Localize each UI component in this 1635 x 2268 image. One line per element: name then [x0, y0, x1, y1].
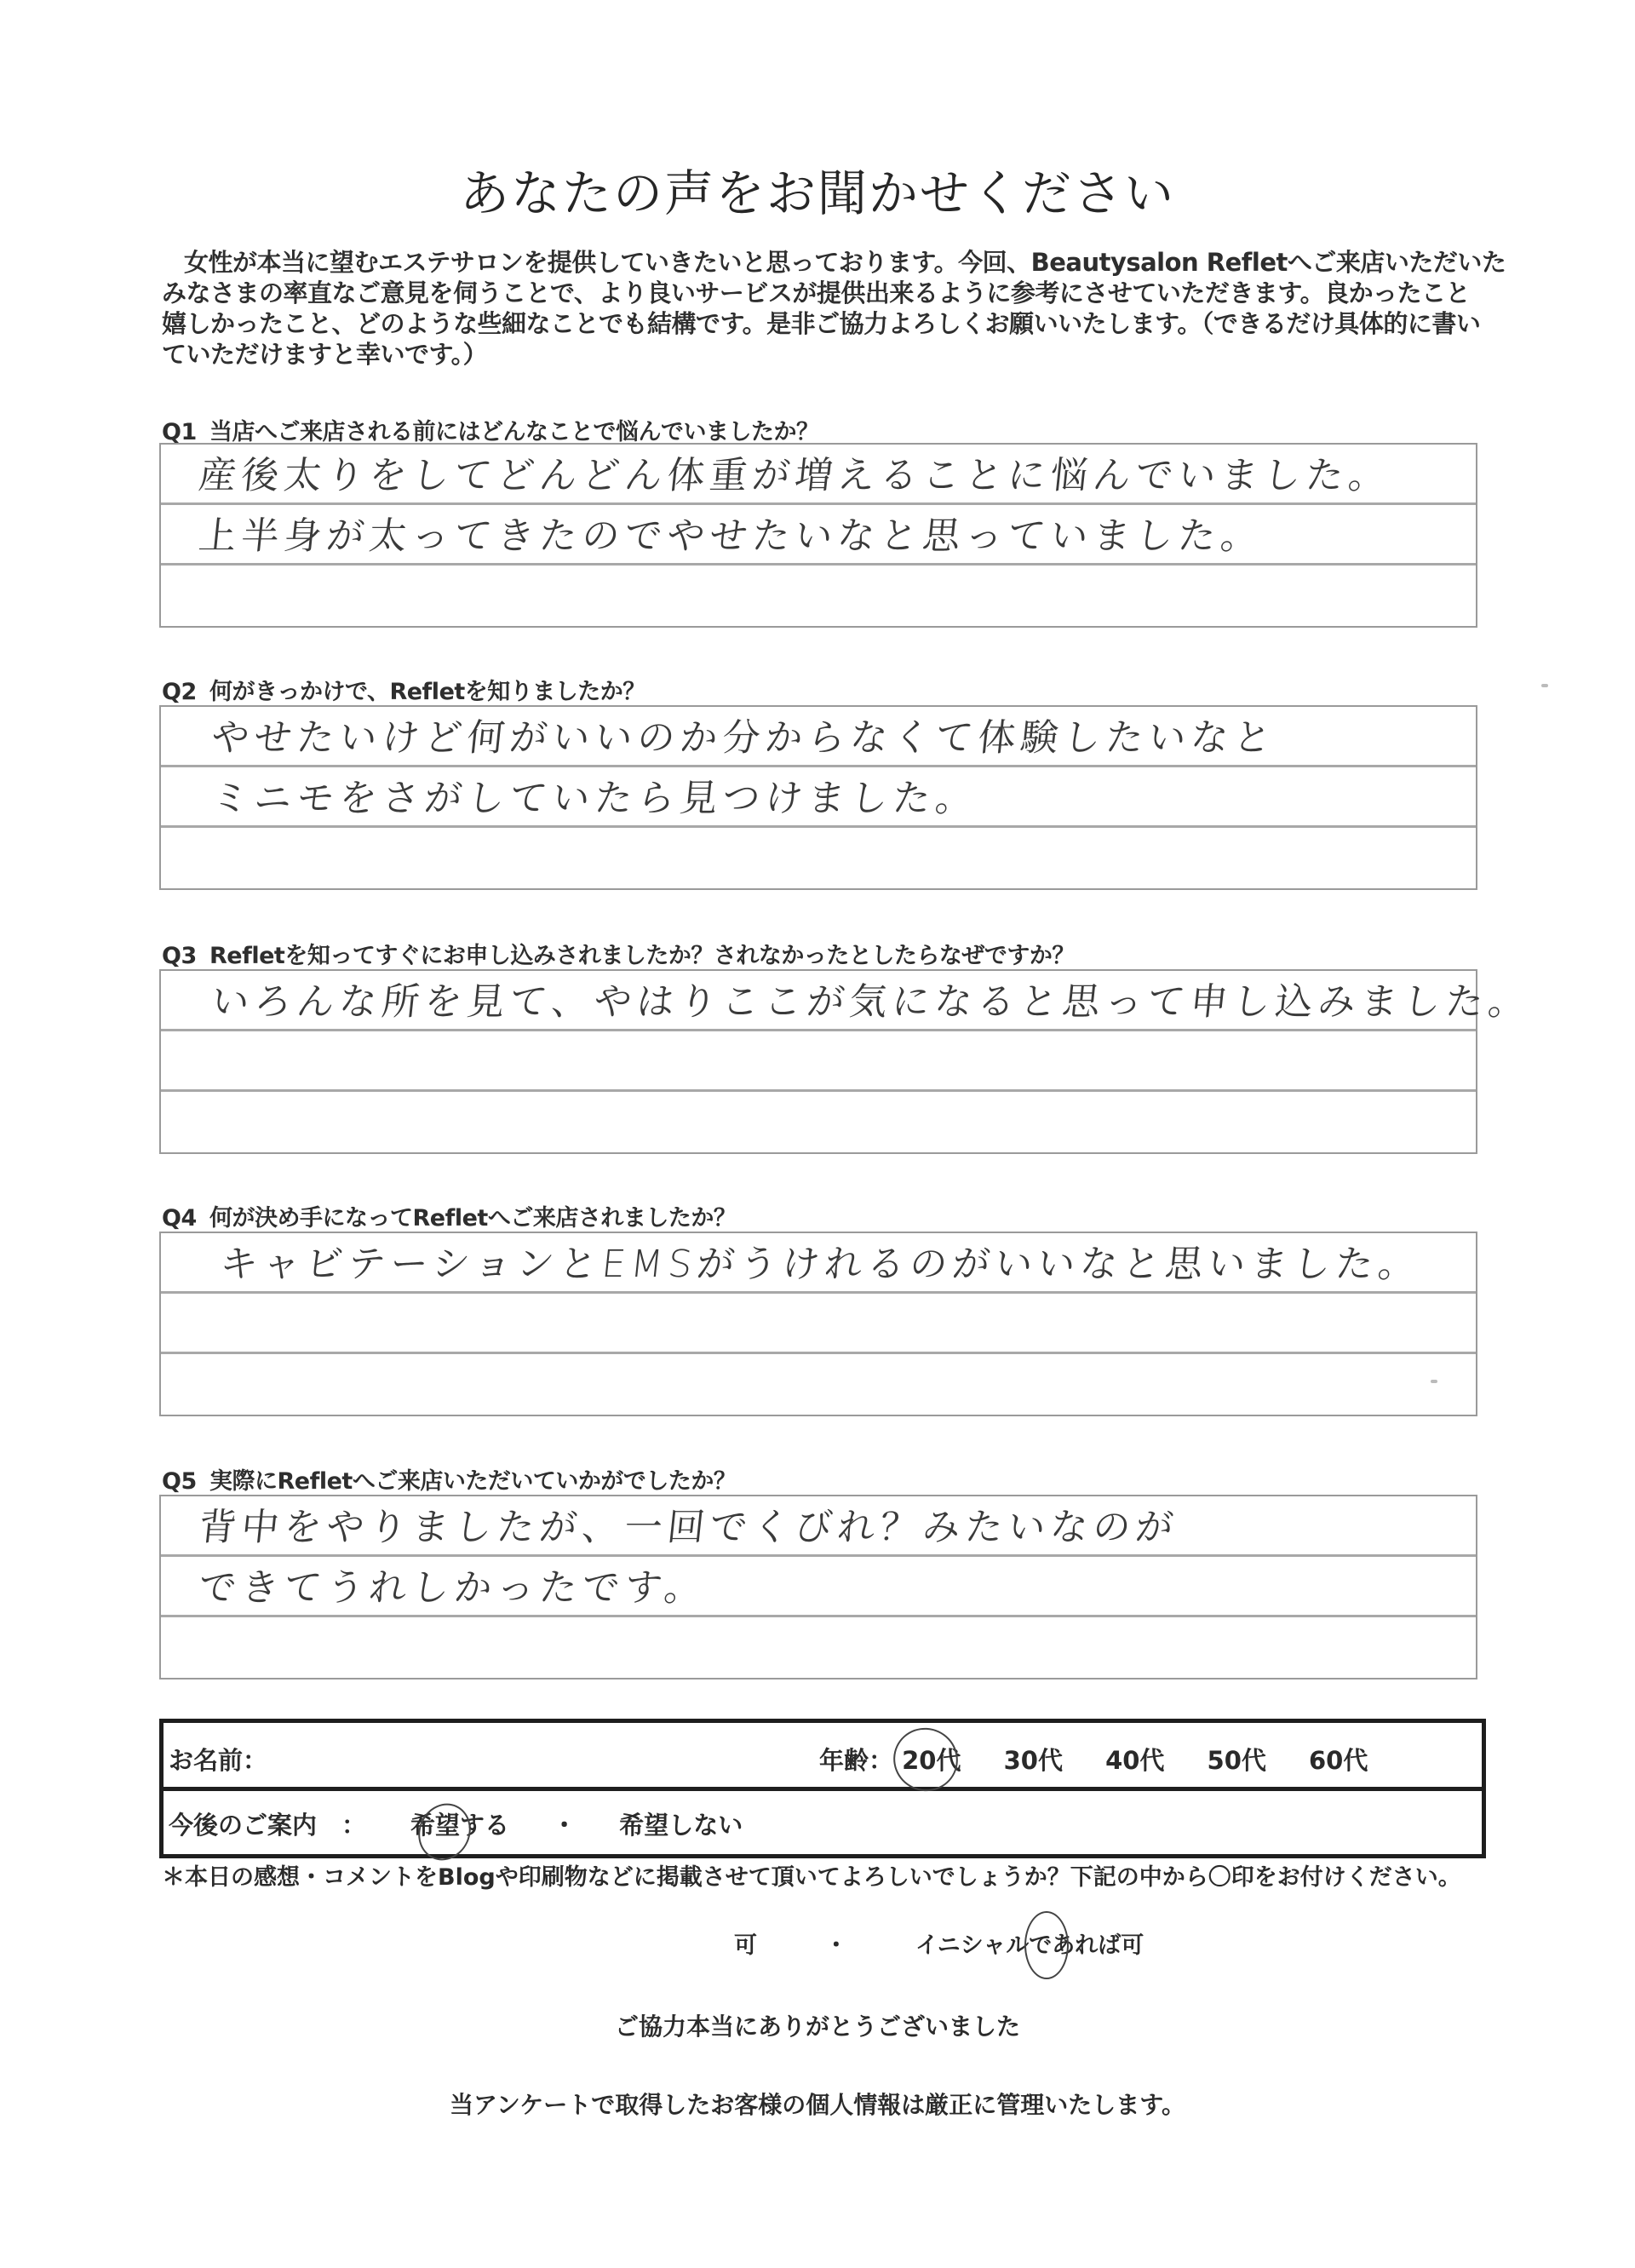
answer-line[interactable] — [161, 767, 1476, 828]
selection-circle-icon — [409, 1795, 479, 1869]
scan-speck — [1431, 1380, 1437, 1383]
answer-line[interactable] — [161, 1092, 1476, 1152]
handwritten-answer: 産後太りをしてどんどん体重が増えることに悩んでいました。 — [196, 454, 1394, 497]
customer-info-box — [159, 1719, 1486, 1858]
question-text: 何がきっかけで、Refletを知りましたか？ — [209, 679, 645, 705]
handwritten-answer: 背中をやりましたが、一回でくびれ？みたいなのが — [196, 1506, 1181, 1549]
answer-line[interactable] — [161, 1557, 1476, 1617]
answer-line[interactable] — [161, 566, 1476, 626]
handwritten-answer: やせたいけど何がいいのか分からなくて体験したいなと — [209, 716, 1279, 760]
thanks-message: ご協力本当にありがとうございました — [614, 2012, 1020, 2041]
answer-line[interactable] — [161, 1031, 1476, 1092]
handwritten-answer: いろんな所を見て、やはりここが気になると思って申し込みました。 — [209, 980, 1534, 1024]
question-1-answer-box[interactable] — [159, 443, 1477, 628]
guide-option-no[interactable]: 希望しない — [619, 1811, 743, 1840]
question-number: Q5 — [162, 1468, 197, 1495]
name-field[interactable] — [266, 1738, 777, 1772]
handwritten-answer: できてうれしかったです。 — [196, 1566, 709, 1610]
question-3-label — [162, 937, 1075, 970]
age-option-50s[interactable]: 50代 — [1207, 1746, 1266, 1775]
answer-line[interactable] — [161, 505, 1476, 566]
answer-line[interactable] — [161, 1233, 1476, 1294]
age-option-20s[interactable]: 20代 — [902, 1742, 961, 1777]
answer-line[interactable] — [161, 971, 1534, 1031]
handwritten-answer: 上半身が太ってきたのでやせたいなと思っていました。 — [196, 514, 1266, 558]
age-option-30s[interactable]: 30代 — [1003, 1746, 1063, 1775]
intro-line: 女性が本当に望むエステサロンを提供していきたいと思っております。今回、Beautysalon Refletへご来店いただいた — [184, 248, 1506, 277]
permission-option-initials-label: イニシャルであれば可 — [915, 1932, 1144, 1959]
guide-option-yes[interactable] — [410, 1806, 509, 1841]
question-5-answer-box[interactable] — [159, 1495, 1477, 1679]
guide-selector — [410, 1806, 743, 1841]
question-text: Refletを知ってすぐにお申し込みされましたか？されなかったとしたらなぜですか？ — [209, 943, 1075, 969]
answer-line[interactable] — [161, 1496, 1476, 1557]
age-label: 年齢： — [819, 1746, 894, 1775]
separator: ・ — [824, 1932, 848, 1959]
answer-line[interactable] — [161, 445, 1476, 505]
permission-option-initials[interactable] — [915, 1926, 1144, 1960]
question-number: Q4 — [162, 1205, 197, 1232]
page-title: あなたの声をお聞かせください — [459, 164, 1175, 222]
question-3-answer-box[interactable] — [159, 969, 1534, 1154]
question-text: 実際にRefletへご来店いただいていかがでしたか？ — [209, 1468, 737, 1495]
age-selector — [819, 1742, 1402, 1777]
question-2-label — [162, 673, 645, 706]
scan-speck — [1541, 684, 1548, 687]
permission-selector — [734, 1926, 1144, 1960]
age-option-60s[interactable]: 60代 — [1309, 1746, 1368, 1775]
answer-line[interactable] — [161, 1294, 1476, 1354]
question-5-label — [162, 1462, 736, 1496]
question-4-label — [162, 1199, 736, 1232]
guide-option-yes-label: 希望する — [410, 1811, 510, 1840]
guide-row — [164, 1791, 1482, 1854]
question-4-answer-box[interactable] — [159, 1232, 1477, 1416]
question-2-answer-box[interactable] — [159, 705, 1477, 890]
intro-line: 嬉しかったこと、どのような些細なことでも結構です。是非ご協力よろしくお願いいたします。（できるだけ具体的に書い — [162, 309, 1481, 338]
handwritten-answer: キャビテーションとEMSがうけれるのがいいなと思いました。 — [217, 1243, 1424, 1286]
question-number: Q2 — [162, 679, 197, 705]
permission-note: ＊本日の感想・コメントをBlogや印刷物などに掲載させて頂いてよろしいでしょうか？下記の中から〇印をお付けください。 — [162, 1864, 1461, 1891]
intro-paragraph — [162, 247, 1506, 370]
handwritten-answer: ミニモをさがしていたら見つけました。 — [209, 777, 981, 820]
answer-line[interactable] — [161, 1354, 1476, 1415]
intro-line: ていただけますと幸いです。） — [162, 340, 488, 369]
question-1-label — [162, 413, 819, 446]
separator: ・ — [552, 1811, 577, 1840]
intro-line: みなさまの率直なご意見を伺うことで、より良いサービスが提供出来るように参考にさせていただきます。良かったこと — [162, 278, 1471, 307]
name-age-row — [164, 1723, 1482, 1791]
answer-line[interactable] — [161, 707, 1476, 767]
question-number: Q1 — [162, 419, 197, 445]
answer-line[interactable] — [161, 828, 1476, 888]
privacy-notice: 当アンケートで取得したお客様の個人情報は厳正に管理いたします。 — [449, 2091, 1186, 2119]
question-text: 何が決め手になってRefletへご来店されましたか？ — [209, 1205, 737, 1232]
question-number: Q3 — [162, 943, 197, 969]
question-text: 当店へご来店される前にはどんなことで悩んでいましたか？ — [209, 419, 819, 445]
age-option-40s[interactable]: 40代 — [1105, 1746, 1165, 1775]
answer-line[interactable] — [161, 1617, 1476, 1678]
guide-label: 今後のご案内 ： — [169, 1811, 367, 1840]
selection-circle-icon — [1024, 1911, 1069, 1979]
permission-option-allowed[interactable]: 可 — [734, 1932, 757, 1959]
name-label: お名前： — [169, 1746, 268, 1775]
